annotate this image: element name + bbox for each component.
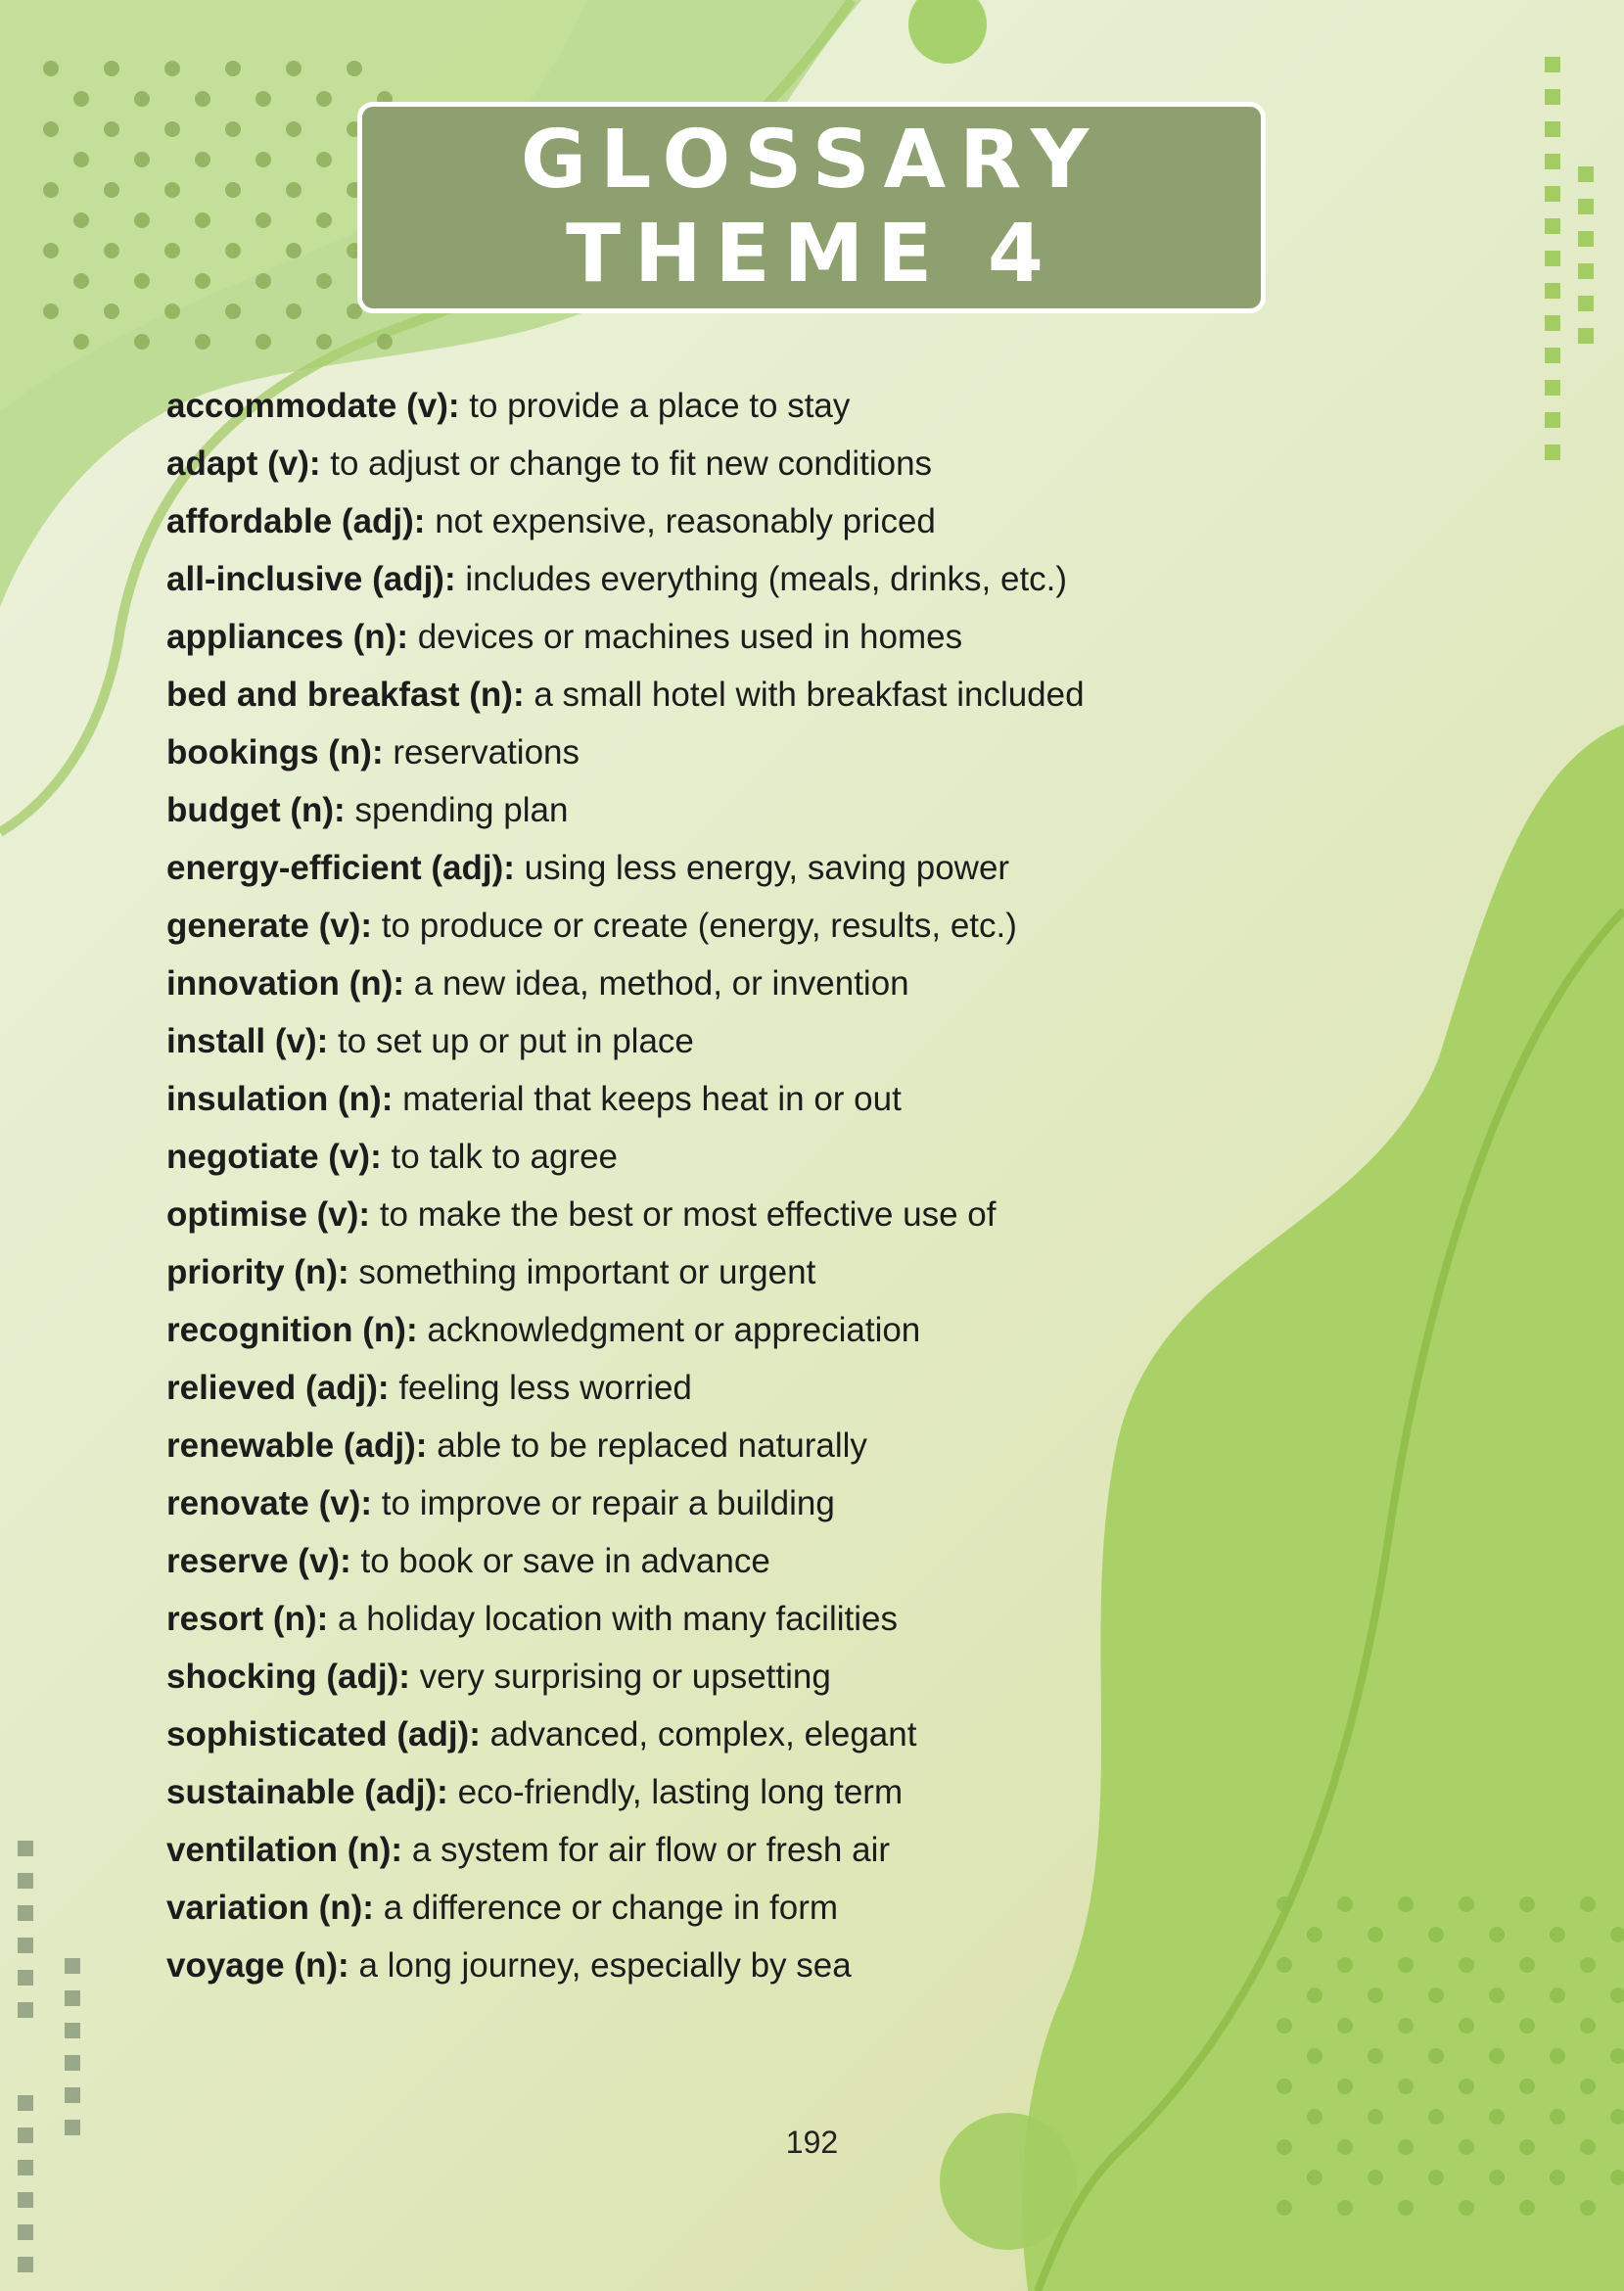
- decor-square: [18, 1905, 33, 1921]
- decor-dot: [225, 121, 241, 137]
- square-column-bottom-left: [18, 1841, 80, 2272]
- decor-dot: [195, 334, 210, 350]
- decor-dot: [1337, 1957, 1353, 1973]
- glossary-term: resort (n):: [166, 1600, 329, 1638]
- decor-square: [1545, 380, 1560, 396]
- decor-dot: [43, 243, 59, 258]
- decor-dot: [164, 243, 180, 258]
- glossary-definition: a new idea, method, or invention: [413, 964, 909, 1003]
- title-box: [357, 102, 1266, 313]
- glossary-entry: [166, 492, 1243, 550]
- decor-square: [1545, 89, 1560, 105]
- decor-dot: [104, 304, 119, 319]
- decor-dot: [1276, 1896, 1292, 1912]
- decor-square: [1545, 57, 1560, 72]
- glossary-entry: [166, 1532, 1243, 1590]
- glossary-term: recognition (n):: [166, 1311, 418, 1349]
- decor-square: [18, 1938, 33, 1953]
- glossary-term: sophisticated (adj):: [166, 1715, 481, 1753]
- glossary-term: renovate (v):: [166, 1484, 373, 1522]
- decor-dot: [1459, 2200, 1474, 2216]
- decor-dot: [1519, 1957, 1535, 1973]
- decor-square: [65, 2023, 80, 2038]
- decor-dot: [73, 152, 89, 167]
- decor-dot: [255, 334, 271, 350]
- glossary-definition: a long journey, especially by sea: [358, 1946, 852, 1985]
- decor-square: [1578, 231, 1594, 247]
- glossary-term: adapt (v):: [166, 444, 321, 483]
- decor-square: [1578, 328, 1594, 344]
- decor-square: [1545, 154, 1560, 169]
- glossary-entry: [166, 666, 1243, 724]
- decor-dot: [1307, 2109, 1322, 2125]
- glossary-term: energy-efficient (adj):: [166, 849, 515, 887]
- decor-dot: [1307, 1987, 1322, 2003]
- decor-dot: [1276, 1957, 1292, 1973]
- decor-dot: [255, 152, 271, 167]
- decor-square: [1545, 444, 1560, 460]
- glossary-definition: feeling less worried: [398, 1369, 692, 1407]
- decor-dot: [286, 182, 302, 198]
- decor-square: [18, 2224, 33, 2240]
- decor-dot: [104, 243, 119, 258]
- glossary-entry: [166, 1301, 1243, 1359]
- decor-square: [18, 2160, 33, 2175]
- decor-dot: [43, 121, 59, 137]
- decor-dot: [1398, 1957, 1414, 1973]
- glossary-entry: [166, 435, 1243, 492]
- decor-square: [1545, 121, 1560, 137]
- title-line-1: GLOSSARY: [520, 114, 1103, 207]
- decor-dot: [1550, 1987, 1565, 2003]
- decor-dot: [1489, 1927, 1505, 1942]
- decor-dot: [1550, 2048, 1565, 2064]
- decor-dot: [1398, 2018, 1414, 2034]
- decor-square: [65, 1958, 80, 1974]
- decor-dot: [1459, 1896, 1474, 1912]
- glossary-entry: [166, 1243, 1243, 1301]
- decor-dot: [164, 304, 180, 319]
- decor-dot: [1519, 1896, 1535, 1912]
- decor-dot: [1368, 2048, 1383, 2064]
- decor-dot: [134, 91, 150, 107]
- glossary-entry: [166, 1012, 1243, 1070]
- glossary-term: voyage (n):: [166, 1946, 349, 1985]
- glossary-entry: [166, 1590, 1243, 1648]
- decor-dot: [1489, 2170, 1505, 2185]
- decor-dot: [195, 273, 210, 289]
- decor-dot: [73, 334, 89, 350]
- decor-dot: [1428, 1987, 1444, 2003]
- decor-dot: [1489, 2048, 1505, 2064]
- glossary-term: accommodate (v):: [166, 387, 460, 425]
- decor-dot: [1276, 2079, 1292, 2094]
- decor-dot: [134, 273, 150, 289]
- decor-square: [1545, 348, 1560, 363]
- glossary-definition: advanced, complex, elegant: [489, 1715, 917, 1753]
- decor-square: [65, 1990, 80, 2006]
- decor-dot: [1459, 2079, 1474, 2094]
- decor-dot: [1580, 2079, 1596, 2094]
- glossary-definition: to adjust or change to fit new conditions: [330, 444, 933, 483]
- decor-square: [1545, 251, 1560, 266]
- glossary-term: relieved (adj):: [166, 1369, 390, 1407]
- decor-dot: [316, 334, 332, 350]
- decor-square: [1578, 199, 1594, 214]
- decor-dot: [164, 61, 180, 76]
- decor-dot: [377, 334, 393, 350]
- glossary-definition: something important or urgent: [358, 1253, 816, 1291]
- glossary-definition: able to be replaced naturally: [437, 1426, 867, 1465]
- decor-dot: [43, 61, 59, 76]
- decor-square: [18, 1841, 33, 1856]
- glossary-entry: [166, 1359, 1243, 1417]
- decor-dot: [104, 121, 119, 137]
- decor-dot: [1307, 2170, 1322, 2185]
- page-number: 192: [785, 2125, 839, 2160]
- decor-dot: [255, 273, 271, 289]
- decor-dot: [1307, 1927, 1322, 1942]
- decor-dot: [347, 61, 362, 76]
- decor-dot: [1519, 2018, 1535, 2034]
- decor-dot: [73, 273, 89, 289]
- glossary-definition: using less energy, saving power: [524, 849, 1010, 887]
- glossary-entry: [166, 1474, 1243, 1532]
- decor-dot: [1276, 2018, 1292, 2034]
- glossary-list: [166, 377, 1243, 1994]
- glossary-definition: to set up or put in place: [338, 1022, 694, 1060]
- decor-square: [1578, 166, 1594, 182]
- decor-dot: [1580, 2018, 1596, 2034]
- decor-dot: [316, 152, 332, 167]
- decor-dot: [195, 152, 210, 167]
- decor-dot: [1428, 2170, 1444, 2185]
- decor-dot: [316, 91, 332, 107]
- decor-dot: [1459, 1957, 1474, 1973]
- decor-dot: [134, 212, 150, 228]
- glossary-definition: a system for air flow or fresh air: [411, 1831, 891, 1869]
- decor-dot: [1337, 2018, 1353, 2034]
- glossary-definition: a difference or change in form: [383, 1889, 839, 1927]
- decor-dot: [1580, 1896, 1596, 1912]
- glossary-term: variation (n):: [166, 1889, 374, 1927]
- glossary-entry: [166, 1763, 1243, 1821]
- decor-dot: [134, 334, 150, 350]
- decor-dot: [1307, 2048, 1322, 2064]
- glossary-entry: [166, 897, 1243, 955]
- square-column-top-right: [1545, 57, 1594, 460]
- decor-dot: [286, 304, 302, 319]
- decor-dot: [1550, 1927, 1565, 1942]
- glossary-definition: a small hotel with breakfast included: [534, 676, 1085, 714]
- decor-square: [18, 2002, 33, 2018]
- glossary-entry: [166, 1706, 1243, 1763]
- decor-square: [1545, 186, 1560, 202]
- glossary-definition: not expensive, reasonably priced: [435, 502, 936, 540]
- decor-dot: [286, 121, 302, 137]
- decor-dot: [195, 91, 210, 107]
- decor-square: [18, 2257, 33, 2272]
- decor-dot: [225, 182, 241, 198]
- decor-square: [1578, 263, 1594, 279]
- decor-square: [18, 2192, 33, 2208]
- top-circle: [908, 0, 987, 64]
- decor-dot: [1398, 2200, 1414, 2216]
- decor-dot: [225, 243, 241, 258]
- decor-dot: [1276, 2200, 1292, 2216]
- decor-dot: [1398, 1896, 1414, 1912]
- decor-dot: [73, 91, 89, 107]
- decor-dot: [225, 61, 241, 76]
- decor-dot: [1489, 1987, 1505, 2003]
- glossary-definition: includes everything (meals, drinks, etc.): [465, 560, 1068, 598]
- glossary-definition: spending plan: [354, 791, 569, 829]
- glossary-term: shocking (adj):: [166, 1658, 410, 1696]
- title-line-2: THEME 4: [566, 208, 1057, 301]
- glossary-entry: [166, 1937, 1243, 1994]
- glossary-definition: to improve or repair a building: [381, 1484, 835, 1522]
- decor-dot: [134, 152, 150, 167]
- glossary-term: insulation (n):: [166, 1080, 394, 1118]
- glossary-entry: [166, 1821, 1243, 1879]
- glossary-term: bed and breakfast (n):: [166, 676, 525, 714]
- glossary-entry: [166, 1070, 1243, 1128]
- glossary-entry: [166, 550, 1243, 608]
- glossary-term: negotiate (v):: [166, 1138, 382, 1176]
- glossary-term: renewable (adj):: [166, 1426, 428, 1465]
- decor-square: [1545, 283, 1560, 299]
- decor-dot: [1580, 2200, 1596, 2216]
- decor-dot: [195, 212, 210, 228]
- glossary-term: budget (n):: [166, 791, 346, 829]
- decor-square: [1578, 296, 1594, 311]
- glossary-definition: devices or machines used in homes: [417, 618, 963, 656]
- decor-dot: [1428, 2109, 1444, 2125]
- glossary-definition: reservations: [393, 733, 580, 771]
- glossary-definition: material that keeps heat in or out: [402, 1080, 902, 1118]
- decor-square: [65, 2055, 80, 2071]
- decor-dot: [225, 304, 241, 319]
- decor-dot: [1368, 1927, 1383, 1942]
- decor-dot: [43, 182, 59, 198]
- glossary-definition: to provide a place to stay: [469, 387, 851, 425]
- decor-dot: [1519, 2200, 1535, 2216]
- glossary-definition: a holiday location with many facilities: [338, 1600, 898, 1638]
- decor-dot: [1368, 1987, 1383, 2003]
- glossary-definition: to produce or create (energy, results, etc.): [381, 907, 1017, 945]
- decor-dot: [255, 91, 271, 107]
- decor-dot: [1337, 2079, 1353, 2094]
- glossary-definition: to book or save in advance: [360, 1542, 770, 1580]
- decor-dot: [255, 212, 271, 228]
- decor-dot: [164, 182, 180, 198]
- decor-dot: [1337, 1896, 1353, 1912]
- decor-dot: [104, 182, 119, 198]
- glossary-entry: [166, 1417, 1243, 1474]
- glossary-term: innovation (n):: [166, 964, 405, 1003]
- glossary-entry: [166, 1648, 1243, 1706]
- decor-dot: [316, 212, 332, 228]
- decor-square: [1545, 412, 1560, 428]
- decor-square: [1545, 218, 1560, 234]
- decor-square: [65, 2087, 80, 2103]
- decor-square: [18, 1970, 33, 1986]
- glossary-entry: [166, 1128, 1243, 1186]
- glossary-entry: [166, 781, 1243, 839]
- decor-square: [1545, 315, 1560, 331]
- glossary-term: all-inclusive (adj):: [166, 560, 456, 598]
- glossary-term: bookings (n):: [166, 733, 384, 771]
- decor-dot: [1428, 1927, 1444, 1942]
- glossary-entry: [166, 724, 1243, 781]
- glossary-term: priority (n):: [166, 1253, 349, 1291]
- decor-square: [18, 1873, 33, 1889]
- glossary-definition: acknowledgment or appreciation: [427, 1311, 921, 1349]
- glossary-term: install (v):: [166, 1022, 329, 1060]
- glossary-entry: [166, 377, 1243, 435]
- decor-dot: [1368, 2109, 1383, 2125]
- glossary-entry: [166, 1186, 1243, 1243]
- decor-dot: [316, 273, 332, 289]
- decor-dot: [1428, 2048, 1444, 2064]
- glossary-term: optimise (v):: [166, 1195, 371, 1234]
- decor-dot: [1580, 1957, 1596, 1973]
- glossary-definition: eco-friendly, lasting long term: [457, 1773, 904, 1811]
- glossary-term: reserve (v):: [166, 1542, 351, 1580]
- glossary-term: appliances (n):: [166, 618, 408, 656]
- glossary-definition: to make the best or most effective use of: [379, 1195, 997, 1234]
- decor-dot: [1489, 2109, 1505, 2125]
- glossary-definition: very surprising or upsetting: [419, 1658, 831, 1696]
- decor-dot: [43, 304, 59, 319]
- glossary-term: ventilation (n):: [166, 1831, 403, 1869]
- decor-dot: [1368, 2170, 1383, 2185]
- decor-dot: [73, 212, 89, 228]
- glossary-entry: [166, 955, 1243, 1012]
- glossary-term: generate (v):: [166, 907, 373, 945]
- decor-dot: [104, 61, 119, 76]
- decor-dot: [1519, 2079, 1535, 2094]
- decor-dot: [1337, 2200, 1353, 2216]
- glossary-term: affordable (adj):: [166, 502, 426, 540]
- decor-dot: [286, 243, 302, 258]
- glossary-definition: to talk to agree: [391, 1138, 619, 1176]
- decor-dot: [1459, 2018, 1474, 2034]
- glossary-entry: [166, 608, 1243, 666]
- glossary-entry: [166, 839, 1243, 897]
- glossary-entry: [166, 1879, 1243, 1937]
- glossary-term: sustainable (adj):: [166, 1773, 448, 1811]
- decor-dot: [1550, 2109, 1565, 2125]
- decor-dot: [1550, 2170, 1565, 2185]
- decor-dot: [1398, 2079, 1414, 2094]
- decor-dot: [286, 61, 302, 76]
- decor-dot: [164, 121, 180, 137]
- decor-square: [18, 2095, 33, 2111]
